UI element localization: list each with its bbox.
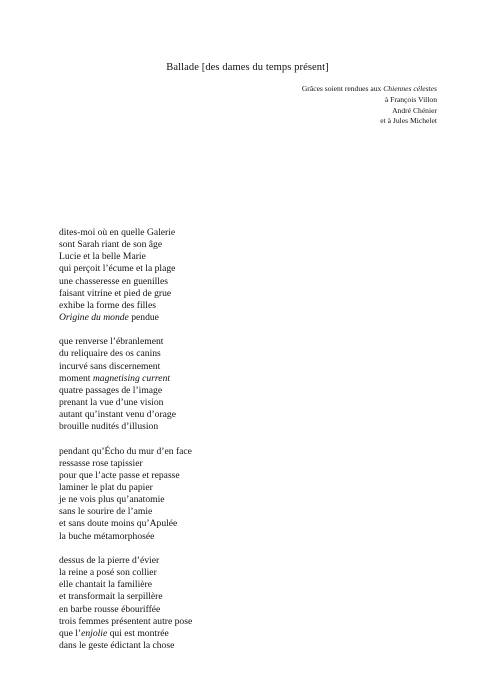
verse-line: sont Sarah riant de son âge [59, 239, 163, 251]
verse-line: prenant la vue d’une vision [59, 397, 164, 409]
verse-line: sans le sourire de l’amie [59, 506, 153, 518]
verse-line: brouille nudités d’illusion [59, 421, 159, 433]
dedication-line: André Chénier [392, 105, 437, 115]
poem-body [59, 227, 192, 652]
verse-line: qui perçoit l’écume et la plage [59, 263, 176, 275]
verse-line: laminer le plat du papier [59, 482, 153, 494]
verse-line: du reliquaire des os canins [59, 348, 161, 360]
verse-line: et transformait la serpillère [59, 591, 163, 603]
verse-line: une chasseresse en guenilles [59, 275, 168, 287]
poem-title: Ballade [des dames du temps présent] [166, 62, 329, 73]
stanza-4 [59, 555, 192, 652]
verse-line: Lucie et la belle Marie [59, 251, 146, 263]
verse-line: dessus de la pierre d’évier [59, 554, 160, 566]
verse-line: pendant qu’Écho du mur d’en face [59, 445, 192, 457]
dedication-line [302, 84, 437, 95]
verse-line: elle chantait la familière [59, 579, 152, 591]
verse-italic-text: enjolie [81, 627, 108, 639]
verse-line: faisant vitrine et pied de grue [59, 287, 172, 299]
dedication-line: à François Villon [384, 94, 437, 104]
verse-line: en barbe rousse ébouriffée [59, 603, 161, 615]
verse-line: autant qu’instant venu d’orage [59, 409, 176, 421]
dedication [302, 84, 437, 127]
verse-line: et sans doute moins qu’Apulée [59, 518, 178, 530]
stanza-3 [59, 446, 192, 543]
verse-line: je ne vois plus qu’anatomie [59, 494, 165, 506]
verse-line [59, 628, 192, 640]
dedication-text: Grâces soient rendues aux [301, 84, 384, 93]
verse-italic-text: Origine du monde [59, 311, 129, 323]
verse-text: qui est montrée [107, 627, 169, 639]
verse-line: la buche métamorphosée [59, 530, 155, 542]
verse-line: que renverse l’ébranlement [59, 336, 164, 348]
verse-line: quatre passages de l’image [59, 384, 163, 396]
verse-line [59, 312, 192, 324]
verse-text: pendue [128, 311, 159, 323]
verse-line: trois femmes présentent autre pose [59, 615, 193, 627]
verse-line: ressasse rose tapissier [59, 457, 143, 469]
verse-text: moment [59, 372, 93, 384]
verse-italic-text: magnetising current [92, 372, 171, 384]
dedication-line: et à Jules Michelet [380, 116, 437, 126]
verse-line: pour que l’acte passe et repasse [59, 469, 180, 481]
verse-line: la reine a posé son collier [59, 567, 157, 579]
verse-line: dans le geste édictant la chose [59, 639, 175, 651]
dedication-italic-text: Chiennes célestes [383, 84, 437, 93]
stanza-2 [59, 336, 192, 433]
verse-line [59, 373, 192, 385]
verse-text: que l’ [59, 627, 82, 639]
stanza-1 [59, 227, 192, 324]
verse-line: dites-moi où en quelle Galerie [59, 227, 176, 238]
verse-line: exhibe la forme des filles [59, 299, 156, 311]
verse-line: incurvé sans discernement [59, 360, 161, 372]
